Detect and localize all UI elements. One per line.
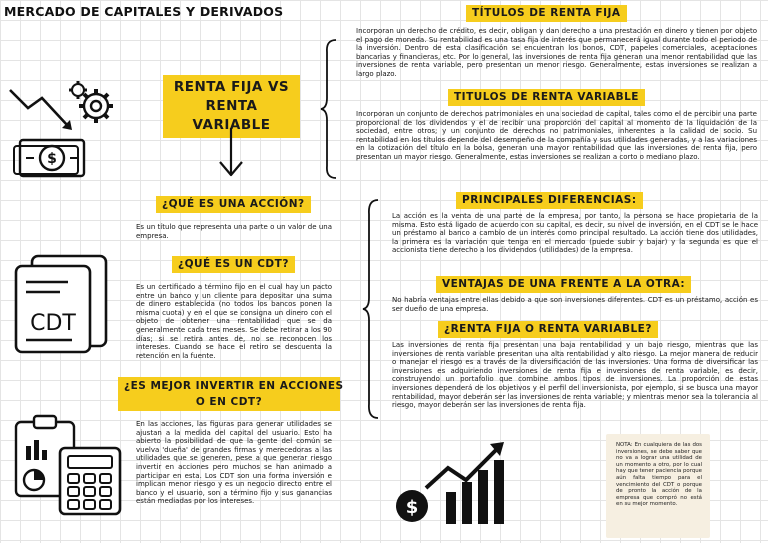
cdt-doc-label: CDT bbox=[30, 311, 76, 336]
page-title: MERCADO DE CAPITALES Y DERIVADOS bbox=[4, 4, 284, 19]
body-titulos-renta-variable: Incorporan un conjunto de derechos patrimoniales en una sociedad de capital, tales como el de percibir una parte proporcional de los dividendos y el de recibir una proporción del capital al momento de la liquidación de la sociedad, entre otros; y un conjunto de derechos no patrimoniales, inherentes a la calidad de socio. Su rentabilidad en los títulos depende del desempeño de la compañía y sus utilidades generadas, y a las variaciones en la cotización del título en la bolsa, generan una mayor rentabilidad que las inversiones de renta fija, pero presentan un mayor riesgo. Generalmente, estas inversiones se realizan a corto o mediano plazo. bbox=[356, 110, 757, 161]
center-title-line2: RENTA VARIABLE bbox=[192, 98, 271, 133]
heading-ventajas: VENTAJAS DE UNA FRENTE A LA OTRA: bbox=[436, 276, 691, 293]
svg-text:$: $ bbox=[47, 151, 57, 167]
svg-text:$: $ bbox=[405, 497, 419, 518]
brace-middle-icon bbox=[362, 198, 380, 420]
body-que-es-cdt: Es un certificado a término fijo en el cual hay un pacto entre un banco y un cliente para depositar una suma de dinero establecida (no todos los bancos ponen la misma cuota) y en el que se consigna un dinero con el objeto de obtener una rentabilidad que se da generalmente cada tres meses. Se debe retirar a los 90 días; si se retira antes de, no se reconocen los intereses. Cuando se hace el retiro se descuenta la retención en la fuente. bbox=[136, 283, 332, 360]
heading-mejor-invertir-line1: ¿ES MEJOR INVERTIR EN ACCIONES bbox=[124, 380, 344, 392]
calculator-chart-icon bbox=[12, 408, 124, 516]
brace-top-icon bbox=[320, 38, 338, 180]
body-mejor-invertir: En las acciones, las figuras para generar utilidades se ajustan a la medida del capital del usuario. Esto ha abierto la posibilidad de que la gente del común se vuelva 'dueña' de grandes firmas y merecedoras a las utilidades que se generen, pese a que generar riesgo invertir en acciones pero muchos se han animado a participar en esta. Los CDT son una forma inversión e implican menor riesgo y es un negocio directo entre el banco y el usuario, son a término fijo y sus ganancias están mediadas por los intereses. bbox=[136, 420, 332, 506]
body-principales-diferencias: La acción es la venta de una parte de la empresa, por tanto, la persona se hace propietaria de la misma. Esto está ligado de acuerdo con su capital, es decir, su nivel de inversión, en el CDT se le hace un préstamo al banco a cambio de un interés como principal resultado. La acción tiene dos utilidades, la primera es la variación que tenga en el mercado (puede subir y bajar) y la segunda es que el accionista tiene derecho a los dividendos (utilidades) de la empresa. bbox=[392, 212, 758, 255]
heading-que-es-accion: ¿QUÉ ES UNA ACCIÓN? bbox=[156, 196, 311, 213]
heading-principales-diferencias: PRINCIPALES DIFERENCIAS: bbox=[456, 192, 643, 209]
heading-mejor-invertir-line2: O EN CDT? bbox=[195, 396, 263, 408]
money-gears-icon bbox=[6, 80, 118, 180]
heading-titulos-renta-variable: TITULOS DE RENTA VARIABLE bbox=[448, 89, 645, 106]
body-renta-fija-o-variable: Las inversiones de renta fija presentan una baja rentabilidad y un bajo riesgo, mientras que las inversiones de renta variable presentan una alta rentabilidad y alto riesgo. La mejor manera de reducir o manejar el riesgo es a través de la diversificación de las inversiones. Una forma de diversificar las inversiones es adquiriendo inversiones de renta fija e inversiones de renta variable, es decir, construyendo un portafolio que combine ambos tipos de inversiones. La proporción de estas inversiones dependerá de los objetivos y el perfil del inversionista, por ejemplo, si se busca una mayor rentabilidad, mayor deberán ser las inversiones de renta variable; y mientras menor sea la tolerancia al riesgo, mayor deberán ser las inversiones de renta fija. bbox=[392, 341, 758, 410]
heading-mejor-invertir bbox=[118, 377, 344, 411]
center-title-line1: RENTA FIJA VS bbox=[173, 79, 290, 95]
heading-titulos-renta-fija: TÍTULOS DE RENTA FIJA bbox=[466, 5, 627, 22]
body-titulos-renta-fija: Incorporan un derecho de crédito, es decir, obligan y dan derecho a una prestación en dinero y tienen por objeto el pago de moneda. Su rentabilidad es una tasa fija de interés que permanecerá igual durante todo el periodo de la inversión. Dentro de esta clasificación se encuentran los bonos, CDT, papeles comerciales, aceptaciones bancarias y financieras, etc. Por lo general, las inversiones de renta fija generan una menor rentabilidad que las inversiones de renta variable, pero presentan un menor riesgo. Generalmente, estas inversiones se realizan a largo plazo. bbox=[356, 27, 757, 78]
heading-renta-fija-o-variable: ¿RENTA FIJA O RENTA VARIABLE? bbox=[438, 321, 658, 338]
body-ventajas: No habría ventajas entre ellas debido a que son inversiones diferentes. CDT es un préstamo, acción es ser dueño de una empresa. bbox=[392, 296, 758, 313]
down-arrow-icon bbox=[216, 126, 246, 178]
growth-coin-icon bbox=[394, 440, 508, 530]
heading-que-es-cdt: ¿QUÉ ES UN CDT? bbox=[172, 256, 295, 273]
body-que-es-accion: Es un título que representa una parte o un valor de una empresa. bbox=[136, 223, 332, 240]
cdt-document-icon bbox=[12, 254, 110, 354]
note-text: NOTA: En cualquiera de las dos inversiones, se debe saber que no va a lograr una utilidad de un momento a otro, por lo cual hay que tener paciencia porque aún falta tiempo para el vencimiento del CDT o porque de pronto la acción de la empresa que compró no está en su mejor momento. bbox=[616, 442, 702, 508]
